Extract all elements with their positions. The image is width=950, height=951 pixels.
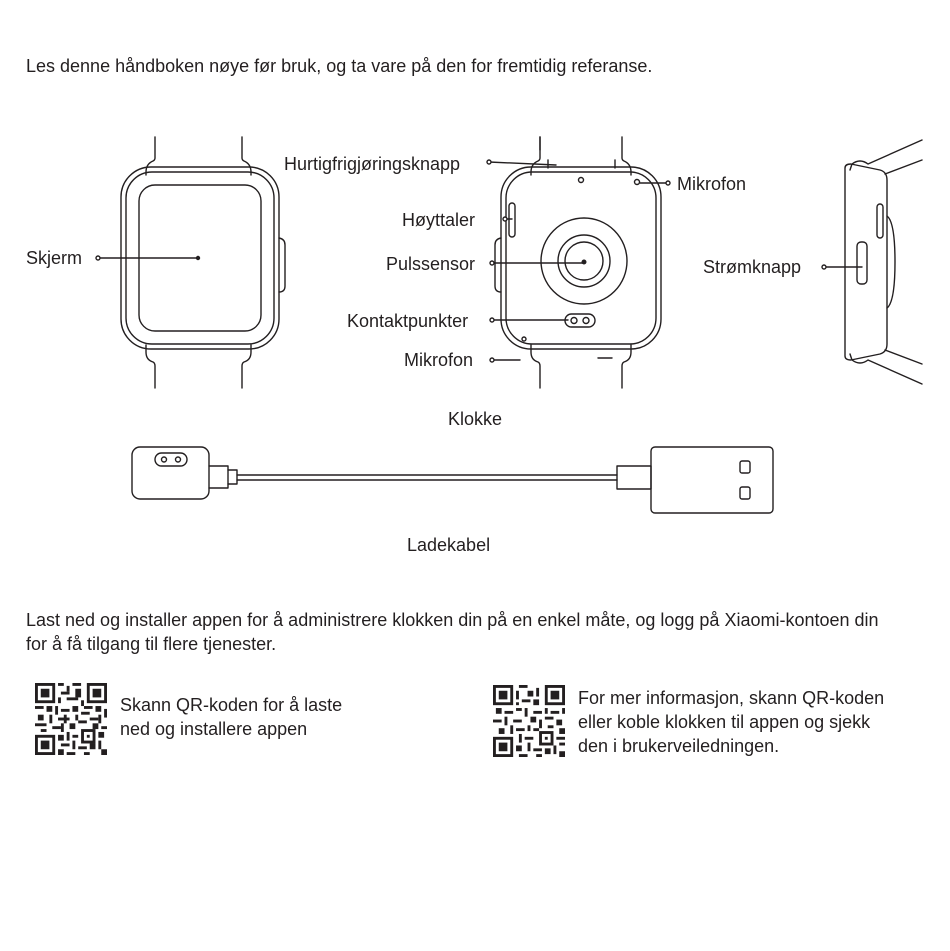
caption-watch: Klokke <box>448 409 503 429</box>
callout-microphone-bottom: Mikrofon <box>404 350 474 370</box>
callout-heart-rate-sensor: Pulssensor <box>386 254 476 274</box>
callout-quick-release-button: Hurtigfrigjøringsknapp <box>284 154 461 174</box>
watch-side-view <box>845 140 922 384</box>
download-instructions: Last ned og installer appen for å administrere klokken din på en enkel måte, og logg på Xiaomi-kontoen din for å få tilgang til flere tjenester. <box>26 610 879 654</box>
callout-speaker: Høyttaler <box>402 210 476 230</box>
watch-front-view <box>121 137 285 388</box>
qr-code-more-info <box>493 685 565 757</box>
intro-text: Les denne håndboken nøye før bruk, og ta vare på den for fremtidig referanse. <box>26 56 653 76</box>
charging-cable <box>132 447 773 513</box>
qr-right-line-1: For mer informasjon, skann QR-koden <box>578 688 885 708</box>
qr-left-line-2: ned og installere appen <box>120 719 308 739</box>
callout-contacts: Kontaktpunkter <box>347 311 469 331</box>
qr-right-line-3: den i brukerveiledningen. <box>578 736 780 756</box>
qr-code-app-download <box>35 683 107 755</box>
callout-power-button: Strømknapp <box>703 257 802 277</box>
callout-screen: Skjerm <box>26 248 83 268</box>
qr-right-line-2: eller koble klokken til appen og sjekk <box>578 712 871 732</box>
caption-cable: Ladekabel <box>407 535 491 555</box>
callout-microphone-top: Mikrofon <box>677 174 747 194</box>
qr-left-line-1: Skann QR-koden for å laste <box>120 695 343 715</box>
